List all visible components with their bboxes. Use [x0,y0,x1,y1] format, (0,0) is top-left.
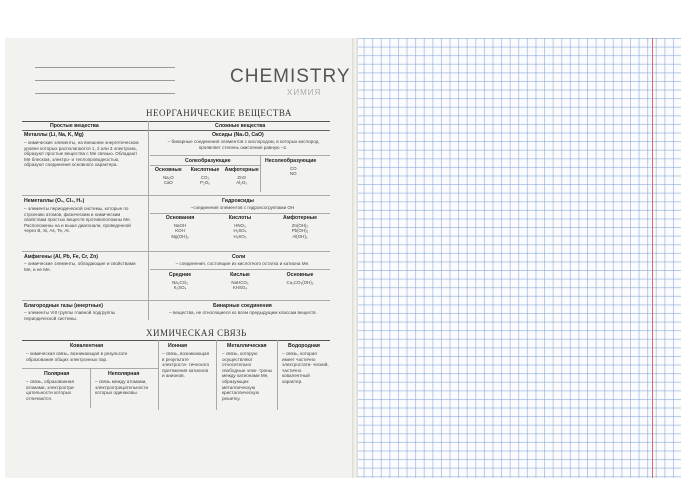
metals-title: Металлы (Li, Na, K, Mg) [24,132,84,138]
polar-desc: – связь, образованная атомами, электроотри- цательности которых отличаются. [26,379,76,401]
hydroxide-col-header: Амфотерные [282,215,318,221]
oxide-col-values: CO₂ P₂O₅ [200,175,210,186]
salt-col-values: Cu₂CO₃(OH)₂ [286,280,314,285]
metals-desc: – химические элементы, на внешнем энергетическом уровне которых располагаются 1, 2 или 3 электрона, образуют простые вещества с Ме связью. Обладают Ме блеском, электро- и теплопроводностью, образуют соединения основного характера. [24,140,139,168]
hydroxide-col-values: NaOH KOH Mg(OH)₂ [171,223,189,239]
name-line-1 [35,67,175,68]
divider [216,340,217,410]
ionic-desc: – связь, возникающая в результате электроста- тического притяжения катионов и анионов. [162,351,210,379]
salt-col-header: Кислые [230,272,250,278]
divider [148,121,149,320]
salt-col-basic [270,272,330,291]
polar-title: Полярная [44,371,70,377]
hydroxide-col-acids [210,215,270,239]
amphigens-title: Амфигены (Al, Pb, Fe, Cr, Zn) [24,254,98,260]
hydrogen-desc: – связь, которая имеет частично электростати- ческий, частично ковалентный характер. [282,351,329,384]
ionic-title: Ионная [168,343,188,349]
simple-col-header: Простые вещества [50,123,99,129]
hydroxide-col-header: Основания [165,215,195,221]
noble-title: Благородные газы (инертные) [24,303,103,309]
salt-col-acidic [210,272,270,291]
metallic-desc: – связь, которую осуществляют относительно свободные элек- троны между катионами Ме, образующих металлическую кристаллическую решетку. [222,351,273,401]
divider [260,156,261,192]
salt-forming-header: Солеобразующие [185,158,231,164]
divider [150,165,260,166]
oxides-title: Оксиды (Na₂O, CaO) [212,132,264,138]
spine [352,38,358,478]
non-salt-header: Несолеобразующие [265,158,317,164]
salt-col-header: Средние [168,272,192,278]
metallic-title: Металлическая [227,343,267,349]
grid-page [355,38,681,478]
hydroxides-title: Гидроксиды [222,198,254,204]
oxide-col-basic [150,167,187,186]
oxide-col-amphoteric [223,167,260,186]
binary-desc: – вещества, не относящиеся ко всем предыдущим классам веществ. [169,310,317,315]
divider [22,300,330,301]
divider [22,121,330,122]
oxide-col-header: Амфотерные [224,167,259,173]
oxides-desc: – бинарные соединения элементов с кислородом, в которых кислород проявляет степень окисления равную –2. [167,139,319,150]
hydroxide-col-values: HNO₃ H₂SO₄ H₃SO₃ [233,223,247,239]
divider [277,340,278,410]
hydrogen-title: Водородная [288,343,320,349]
nonmetals-title: Неметаллы (O₂, Cl₂, H₂) [24,198,85,204]
divider [158,340,159,410]
oxide-col-values: Na₂O CaO [162,175,174,186]
hydroxide-col-amphoteric [270,215,330,239]
bond-heading: ХИМИЧЕСКАЯ СВЯЗЬ [146,328,247,338]
amphigens-desc: – химические элементы, обладающие и свойствами Ме, и не Ме. [24,261,136,272]
name-line-2 [35,80,175,81]
binary-title: Бинарные соединения [213,303,272,309]
oxide-col-values: ZnO Al₂O₃ [236,175,248,186]
covalent-desc: – химическая связь, возникающая в результате образования общих электронных пар. [26,351,128,362]
divider [22,130,330,131]
oxide-col-header: Основные [154,167,182,173]
cover-subtitle: ХИМИЯ [287,88,322,97]
salts-title: Соли [232,254,246,260]
complex-col-header: Сложные вещества [215,123,266,129]
divider [22,195,330,196]
divider [22,251,330,252]
divider [150,269,330,270]
cover-title: CHEMISTRY [230,66,351,87]
inorganic-heading: НЕОРГАНИЧЕСКИЕ ВЕЩЕСТВА [146,108,292,118]
salt-col-header: Основные [286,272,314,278]
covalent-title: Ковалентная [70,343,104,349]
divider [90,368,91,408]
nonpolar-title: Неполярная [108,371,140,377]
noble-desc: – элементы VIII группы главной подгруппы периодической системы. [24,310,115,321]
salt-col-values: NaHCO₃ KHSO₄ [231,280,249,291]
nonpolar-desc: – связь между атомами, электроотрицательности которых одинаковы. [95,379,149,396]
salt-col-values: Na₂CO₃ K₂SO₄ [172,280,188,291]
hydroxide-col-values: Zn(OH)₂ Pb(OH)₂ Al(OH)₃ [291,223,309,239]
hydroxides-desc: –соединения элементов с гидроксогруппами OH [190,205,295,210]
name-line-3 [35,93,175,94]
hydroxide-col-header: Кислоты [228,215,252,221]
divider [22,340,330,341]
oxide-col-header: Кислотные [190,167,220,173]
oxide-col-acidic [187,167,224,186]
hydroxide-col-bases [150,215,210,239]
salts-desc: – соединения, состоящие из кислотного остатка и катиона Ме. [175,261,310,266]
margin-line [652,38,653,478]
salt-col-normal [150,272,210,291]
nonmetals-desc: – элементы периодической системы, которые по строению атомов, физическим и химическим свойствам простых веществ противоположны Ме. Расположены на и выше диагонали, проведенной через B, Si, As, Te, At. [24,206,131,234]
divider [150,213,330,214]
non-salt-items: CO NO [290,166,297,177]
divider [150,155,330,156]
